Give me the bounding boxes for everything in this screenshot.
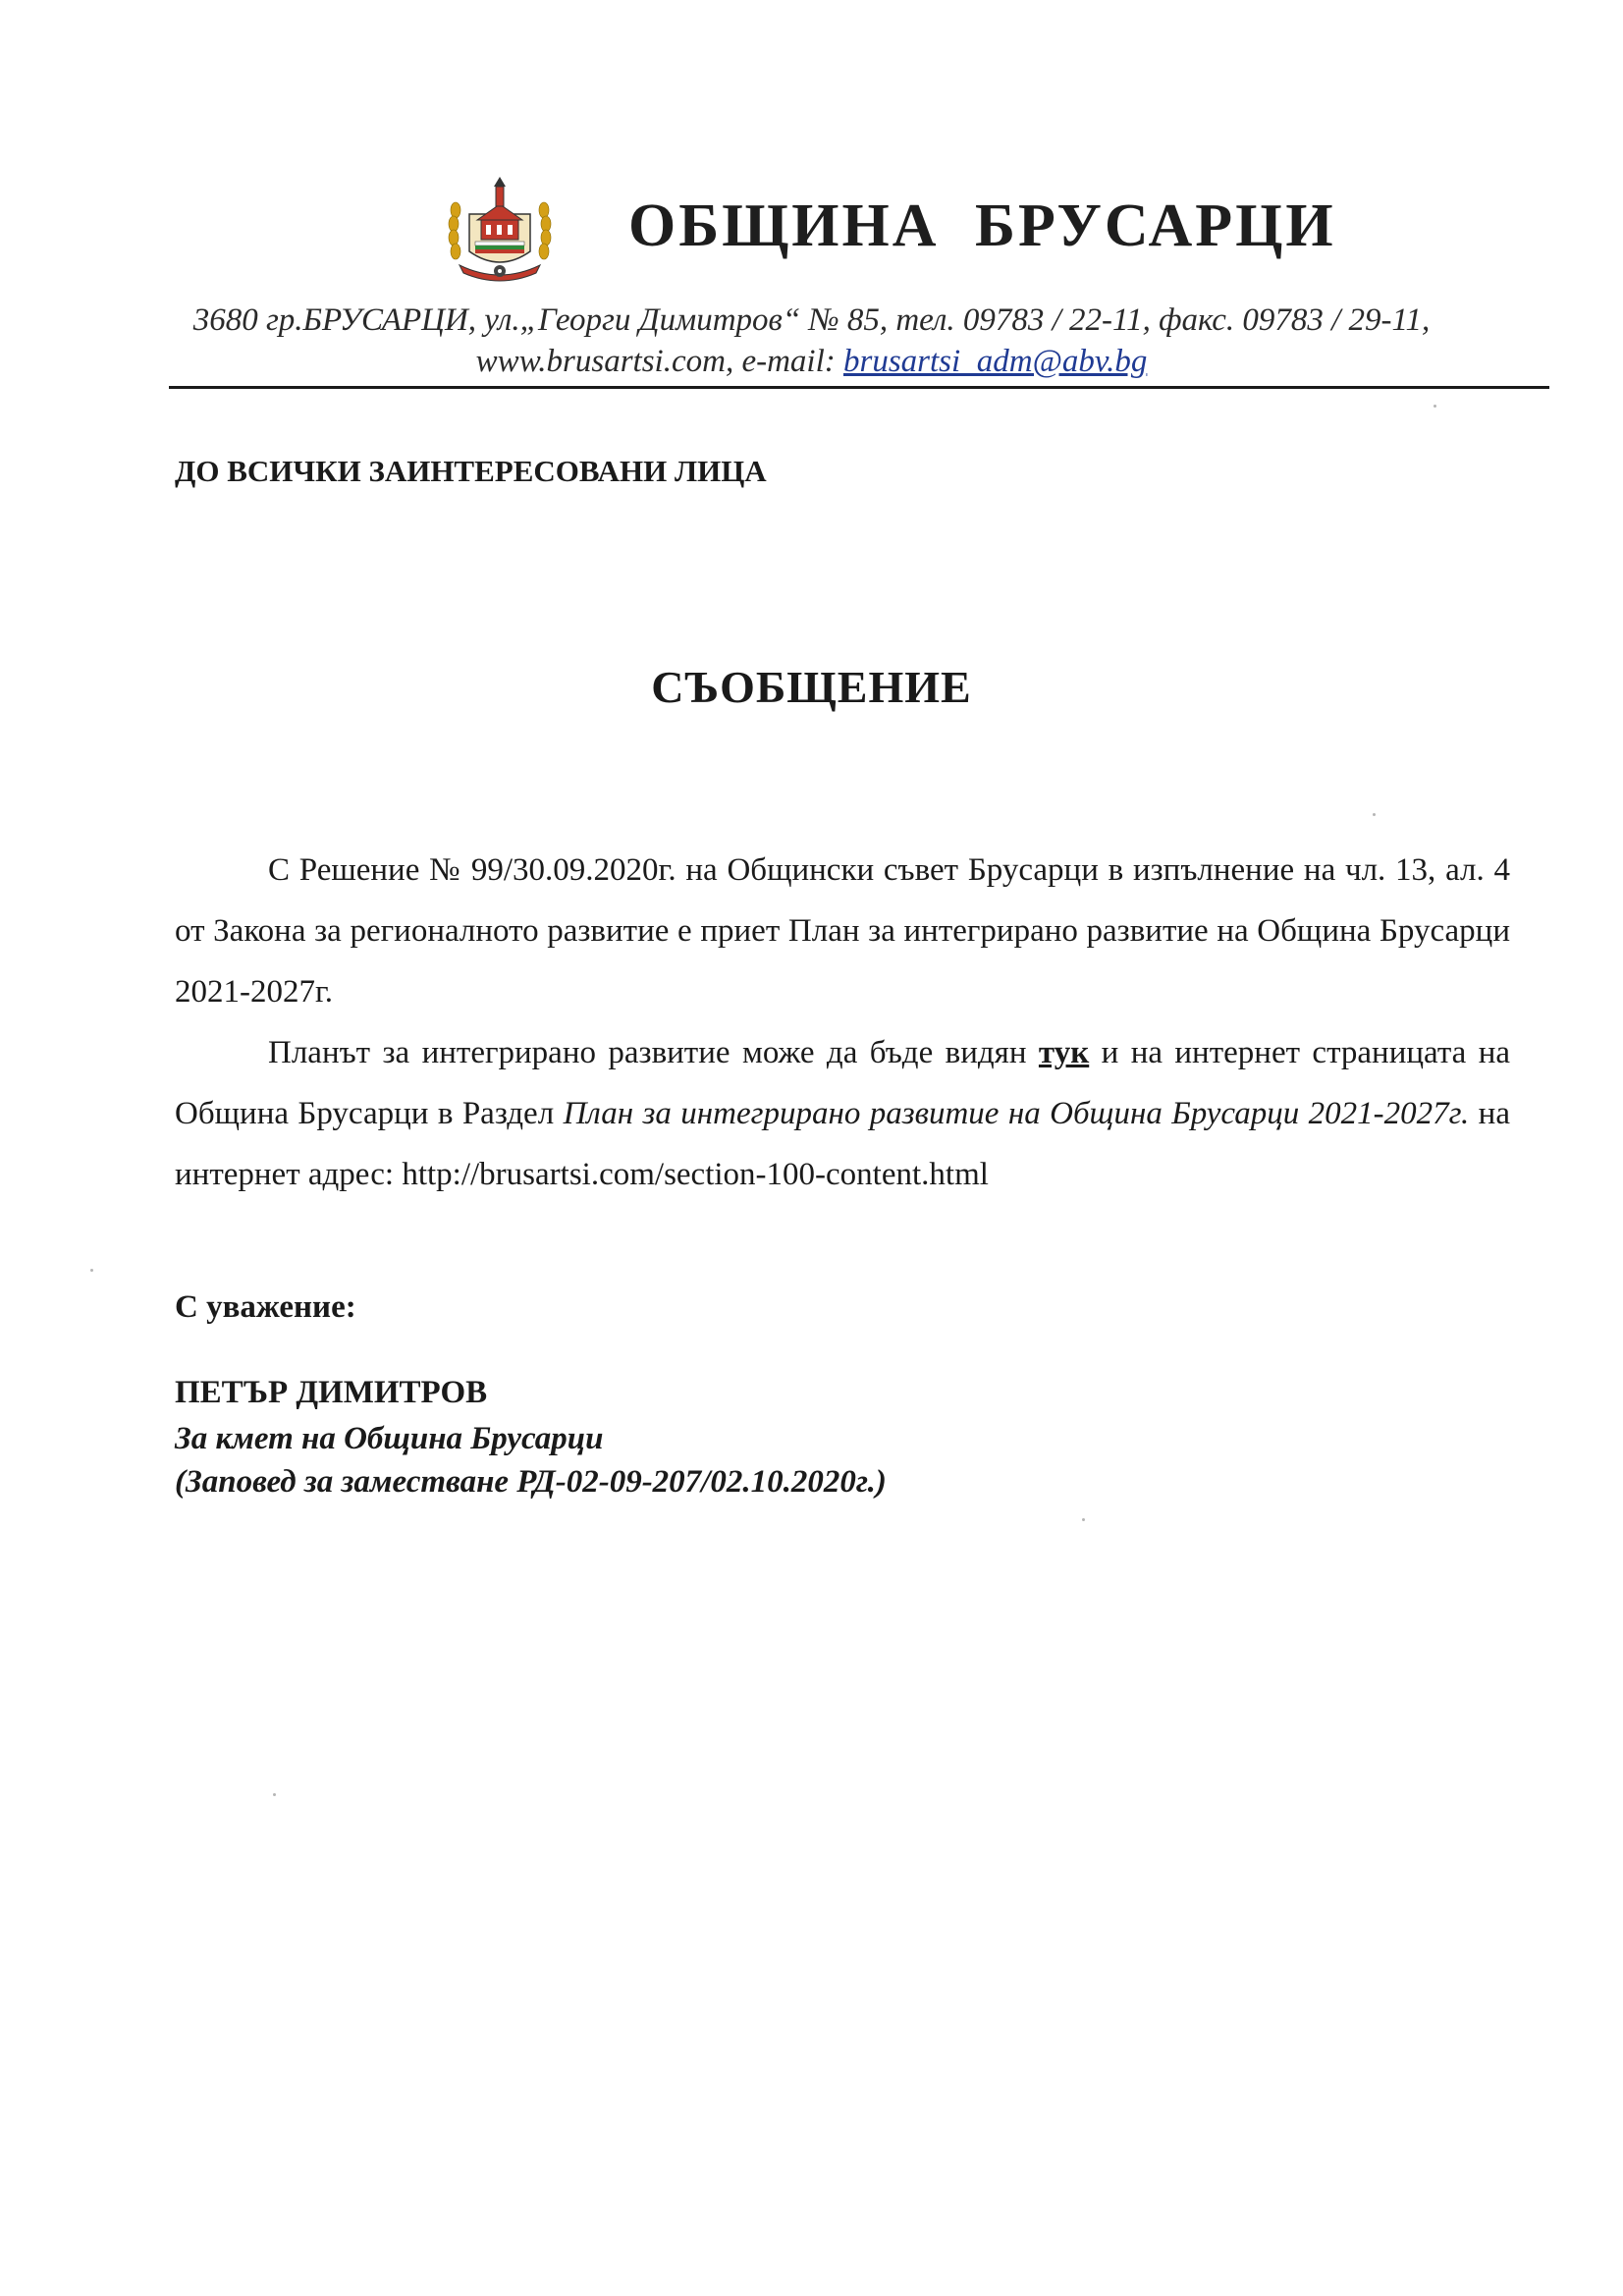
scan-speck bbox=[1434, 405, 1436, 408]
email-link[interactable]: brusartsi_adm@abv.bg bbox=[842, 344, 1148, 379]
paragraph-2-middle: и на интернет страницата на Община Брусарци в Раздел bbox=[175, 1035, 1510, 1131]
here-link[interactable]: тук bbox=[1038, 1035, 1090, 1070]
contact-web-line bbox=[0, 344, 1623, 380]
municipal-coat-of-arms-icon bbox=[442, 175, 558, 285]
contact-address-line: 3680 гр.БРУСАРЦИ, ул.„Георги Димитров“ № 85, тел. 09783 / 22-11, факс. 09783 / 29-11, bbox=[192, 302, 1431, 338]
signer-role: За кмет на Община Брусарци bbox=[175, 1421, 604, 1456]
address-label: на интернет адрес: bbox=[175, 1096, 1510, 1192]
scan-speck bbox=[1082, 1518, 1085, 1521]
paragraph-2-intro: Планът за интегрирано развитие може да бъде видян bbox=[268, 1035, 1039, 1070]
organization-name: ОБЩИНА БРУСАРЦИ bbox=[628, 192, 1336, 259]
signer-name: ПЕТЪР ДИМИТРОВ bbox=[175, 1375, 488, 1410]
scan-speck bbox=[1373, 813, 1376, 816]
contact-web-prefix: www.brusartsi.com, e-mail: bbox=[475, 344, 843, 379]
section-url[interactable]: http://brusartsi.com/section-100-content.html bbox=[402, 1157, 989, 1192]
section-reference: План за интегрирано развитие на Община Брусарци 2021-2027г. bbox=[563, 1096, 1470, 1131]
document-title: СЪОБЩЕНИЕ bbox=[651, 662, 972, 712]
scan-speck bbox=[90, 1269, 93, 1272]
body-paragraph-1: С Решение № 99/30.09.2020г. на Общински съвет Брусарци в изпълнение на чл. 13, ал. 4 от Закона за регионалното развитие е приет План за интегрирано развитие на Община Брусарци 2021-2027г. bbox=[175, 852, 1510, 1010]
signer-order-reference: (Заповед за заместване РД-02-09-207/02.10.2020г.) bbox=[175, 1464, 887, 1500]
addressee: ДО ВСИЧКИ ЗАИНТЕРЕСОВАНИ ЛИЦА bbox=[175, 454, 767, 488]
letterhead-divider bbox=[169, 386, 1549, 389]
scan-speck bbox=[273, 1793, 276, 1796]
closing-salutation: С уважение: bbox=[175, 1289, 356, 1325]
body-paragraph-2 bbox=[175, 1022, 1510, 1205]
